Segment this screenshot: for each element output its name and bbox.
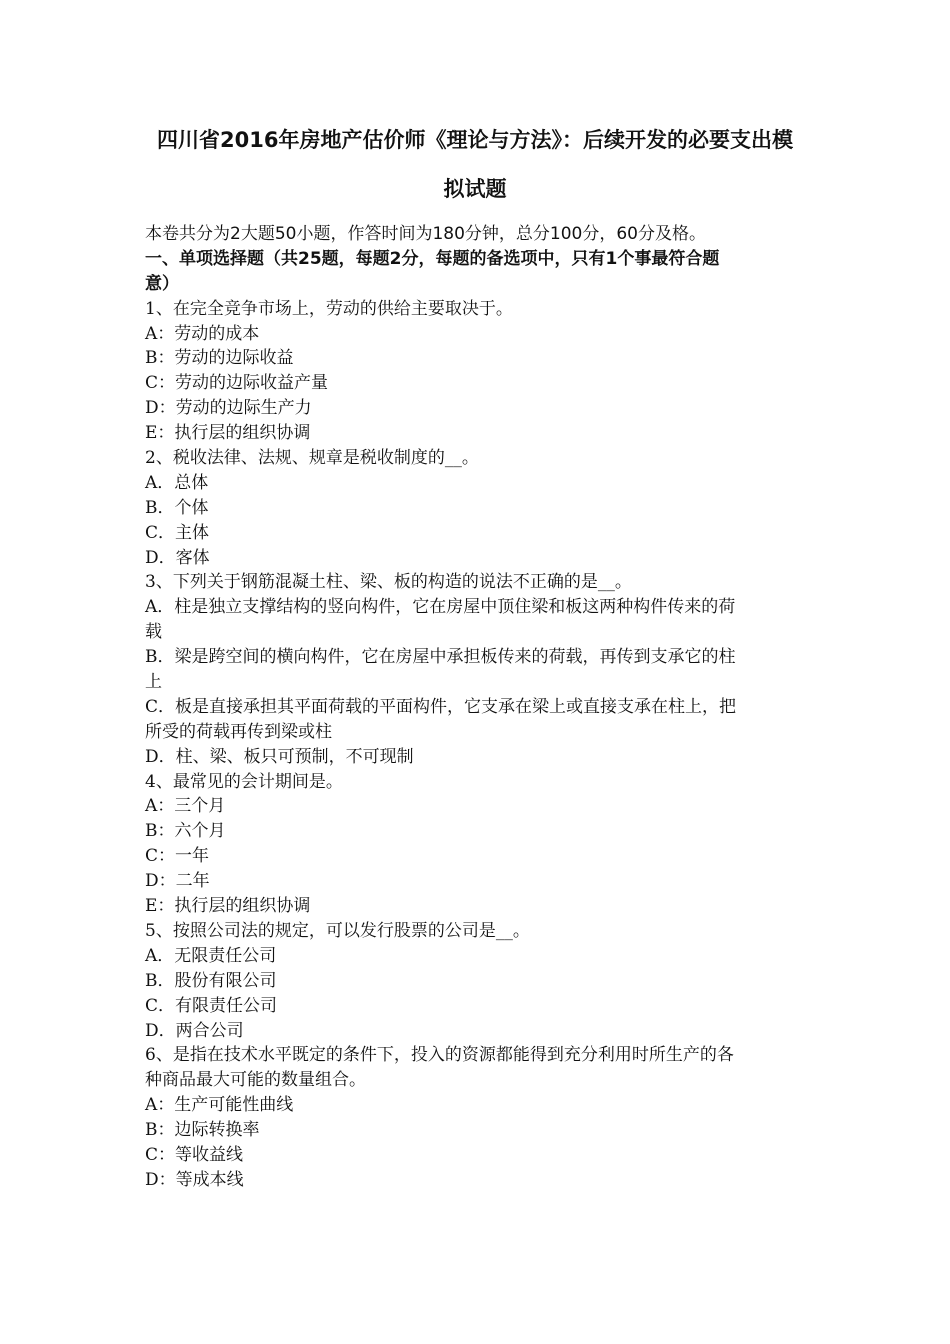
- section-heading-continued: 意）: [145, 273, 179, 294]
- q1-option-d: D：劳动的边际生产力: [145, 398, 312, 419]
- question-6: 6、是指在技术水平既定的条件下，投入的资源都能得到充分利用时所生产的各: [145, 1045, 734, 1066]
- question-5: 5、按照公司法的规定，可以发行股票的公司是__。: [145, 920, 530, 941]
- q1-option-a: A：劳动的成本: [145, 323, 260, 344]
- q1-option-b: B：劳动的边际收益: [145, 348, 294, 369]
- q6-option-b: B：边际转换率: [145, 1120, 260, 1141]
- q4-option-c: C：一年: [145, 846, 210, 867]
- q3-option-a: A．柱是独立支撑结构的竖向构件，它在房屋中顶住梁和板这两种构件传来的荷: [145, 597, 736, 618]
- q2-option-c: C．主体: [145, 522, 210, 543]
- section-heading: 一、单项选择题（共25题，每题2分，每题的备选项中，只有1个事最符合题: [145, 248, 720, 269]
- q2-option-a: A．总体: [145, 472, 209, 493]
- q3-option-c-continued: 所受的荷载再传到梁或柱: [145, 721, 332, 742]
- q5-option-b: B．股份有限公司: [145, 970, 277, 991]
- document-body: [145, 222, 810, 1193]
- q1-option-c: C：劳动的边际收益产量: [145, 373, 329, 394]
- q6-option-d: D：等成本线: [145, 1169, 244, 1190]
- q3-option-b-continued: 上: [145, 672, 162, 693]
- q3-option-b: B．梁是跨空间的横向构件，它在房屋中承担板传来的荷载，再传到支承它的柱: [145, 647, 736, 668]
- question-6-continued: 种商品最大可能的数量组合。: [145, 1070, 366, 1091]
- q3-option-a-continued: 载: [145, 622, 162, 643]
- question-1: 1、在完全竞争市场上，劳动的供给主要取决于。: [145, 298, 513, 319]
- q4-option-d: D：二年: [145, 871, 210, 892]
- document-title-line1: 四川省2016年房地产估价师《理论与方法》：后续开发的必要支出模: [157, 128, 793, 152]
- q2-option-d: D．客体: [145, 547, 210, 568]
- q4-option-e: E：执行层的组织协调: [145, 896, 311, 917]
- q1-option-e: E：执行层的组织协调: [145, 423, 311, 444]
- q3-option-c: C．板是直接承担其平面荷载的平面构件，它支承在梁上或直接支承在柱上，把: [145, 696, 737, 717]
- q6-option-a: A：生产可能性曲线: [145, 1095, 294, 1116]
- q5-option-c: C．有限责任公司: [145, 995, 278, 1016]
- exam-intro: 本卷共分为2大题50小题，作答时间为180分钟，总分100分，60分及格。: [145, 224, 706, 244]
- document-title-line2: 拟试题: [443, 177, 507, 201]
- q2-option-b: B．个体: [145, 497, 209, 518]
- q5-option-a: A．无限责任公司: [145, 945, 277, 966]
- q4-option-b: B：六个月: [145, 821, 226, 842]
- q3-option-d: D．柱、梁、板只可预制，不可现制: [145, 746, 414, 767]
- q4-option-a: A：三个月: [145, 796, 226, 817]
- q5-option-d: D．两合公司: [145, 1020, 244, 1041]
- question-2: 2、税收法律、法规、规章是税收制度的__。: [145, 448, 479, 469]
- q6-option-c: C：等收益线: [145, 1144, 244, 1165]
- question-3: 3、下列关于钢筋混凝土柱、梁、板的构造的说法不正确的是__。: [145, 572, 632, 593]
- question-4: 4、最常见的会计期间是。: [145, 771, 343, 792]
